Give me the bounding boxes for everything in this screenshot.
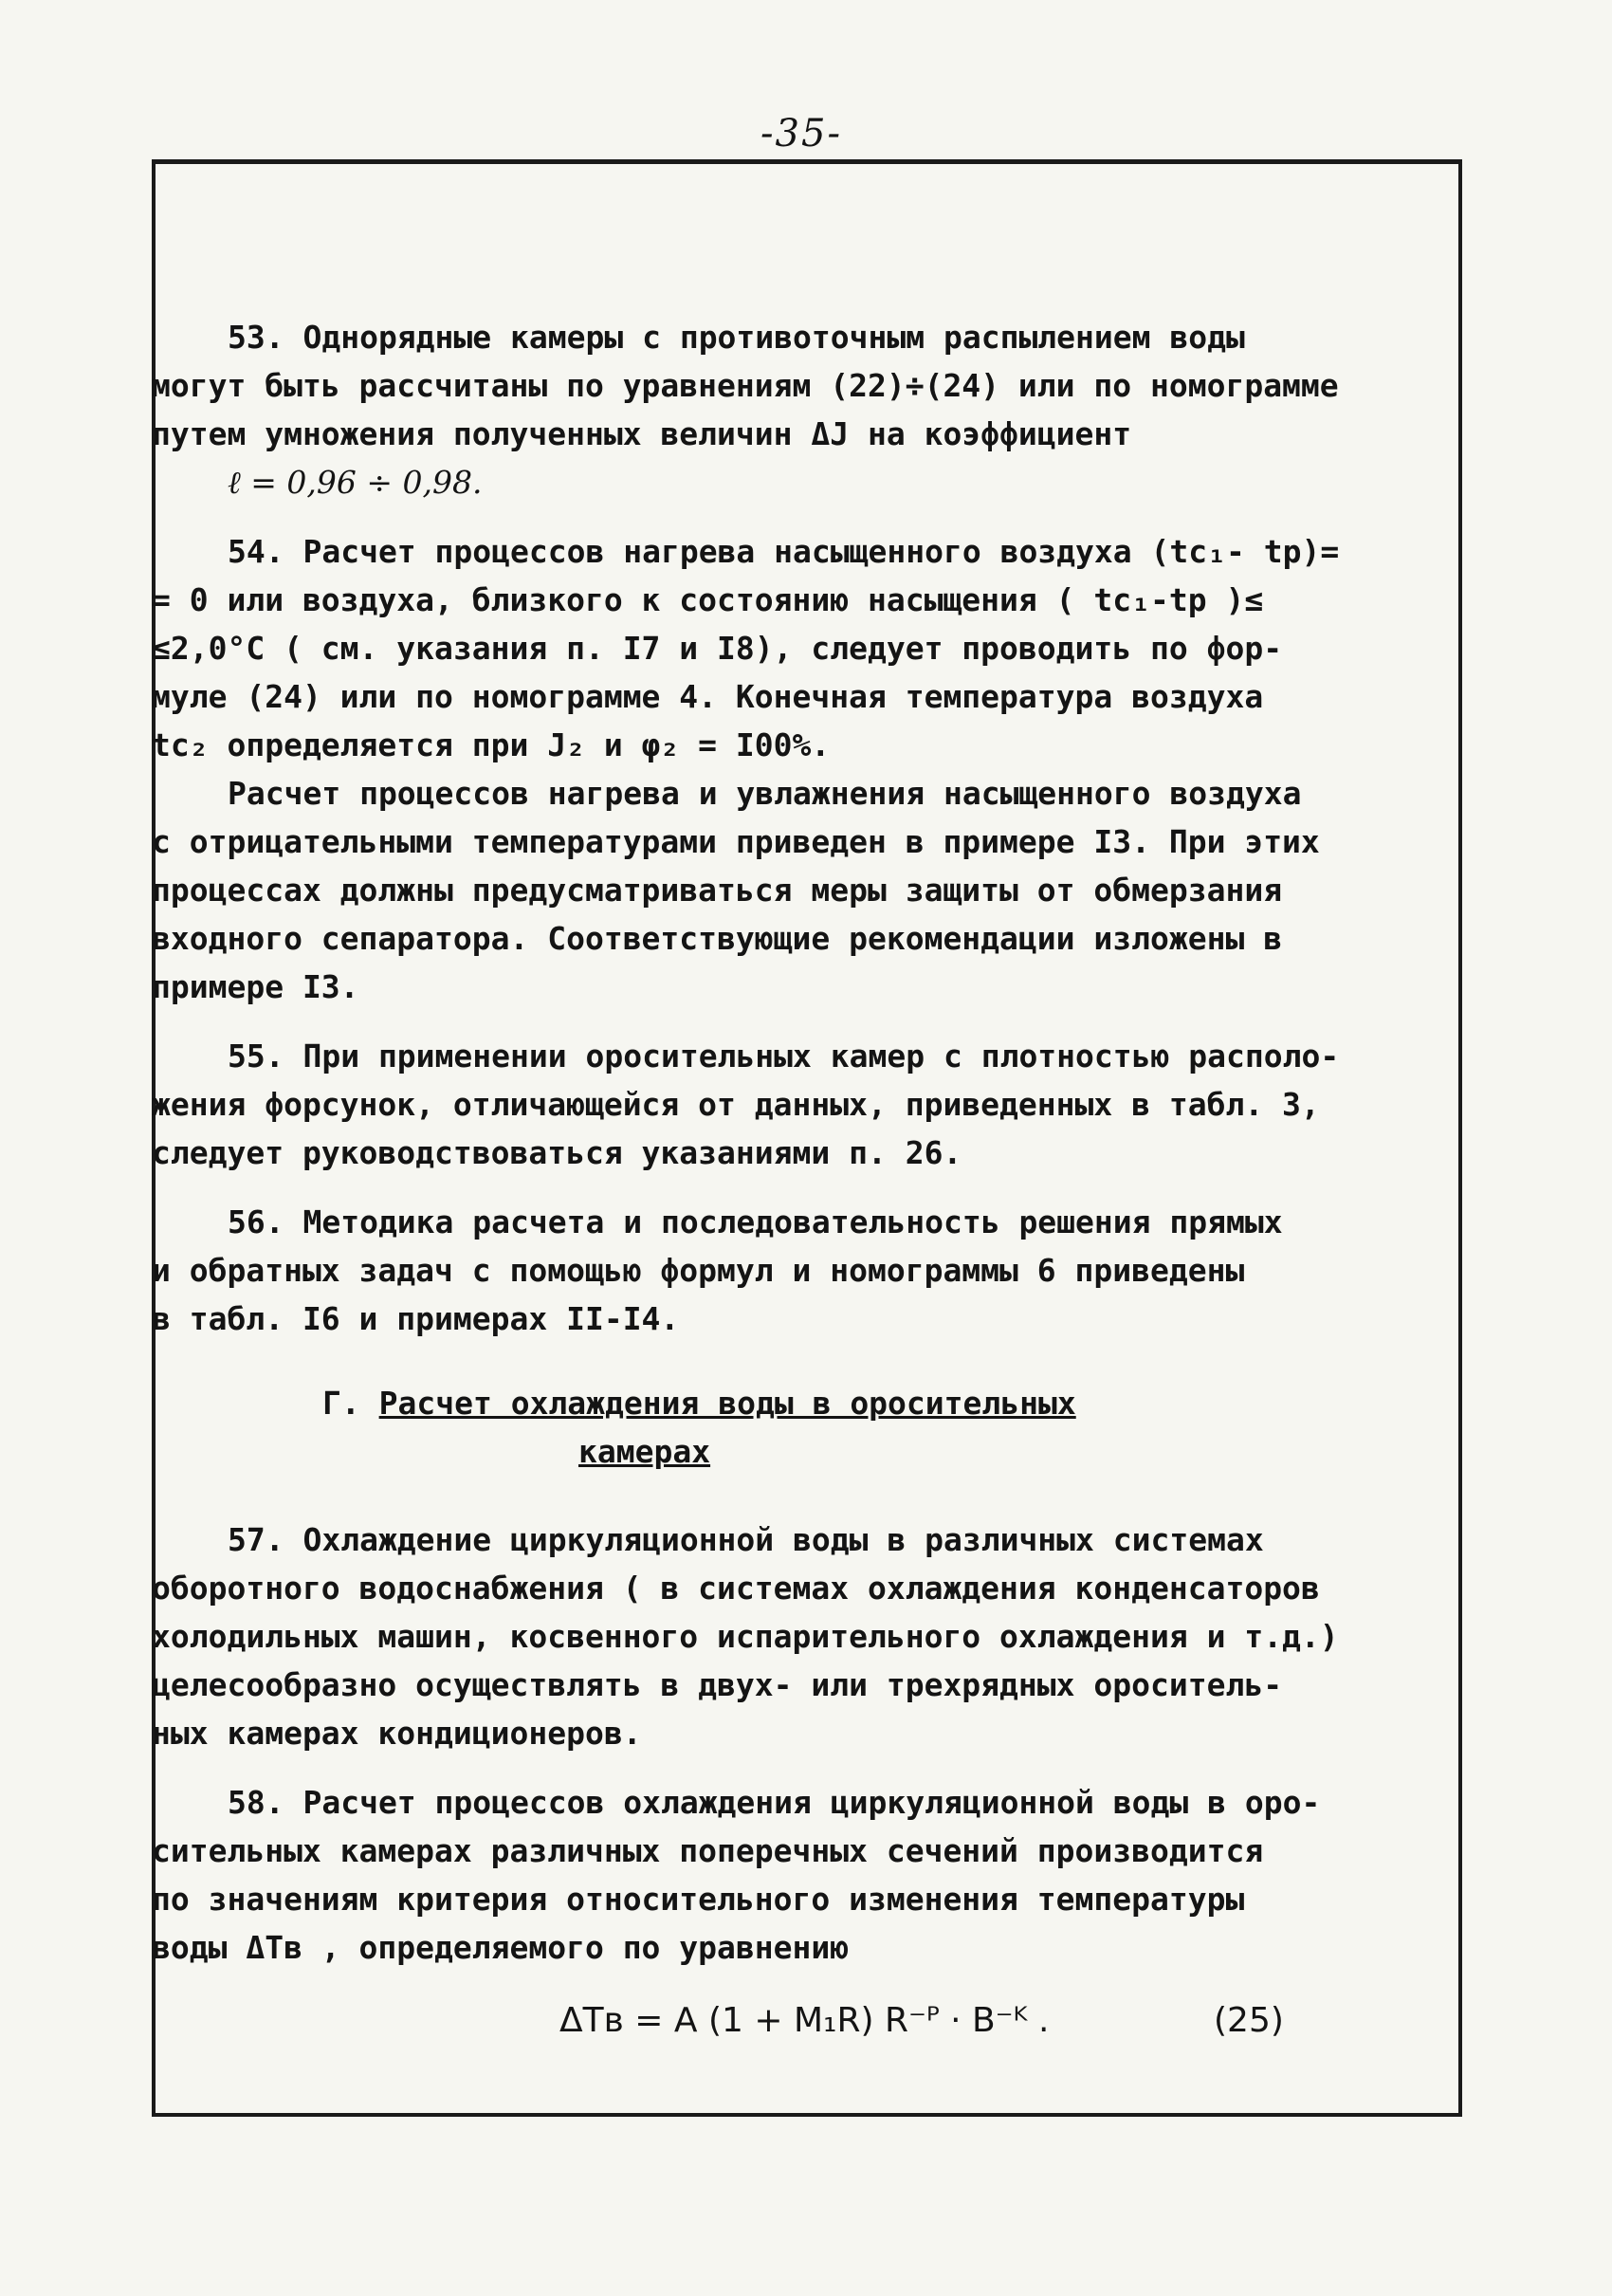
p54b-line-5: примере I3. xyxy=(152,968,359,1005)
paragraph-57 xyxy=(152,1515,1470,1757)
p54b-line-3: процессах должны предусматриваться меры защиты от обмерзания xyxy=(152,872,1283,909)
p58-line-3: по значениям критерия относительного изменения температуры xyxy=(152,1881,1245,1918)
heading-line-2: камерах xyxy=(578,1433,711,1470)
p54b-line-2: с отрицательными температурами приведен в примере I3. При этих xyxy=(152,823,1320,860)
paragraph-56 xyxy=(152,1198,1470,1343)
heading-letter: Г. xyxy=(322,1385,360,1422)
p53-line-4: ℓ = 0,96 ÷ 0,98. xyxy=(228,464,483,501)
p57-line-2: оборотного водоснабжения ( в системах охлаждения конденсаторов xyxy=(152,1570,1320,1607)
p54-line-2: = 0 или воздуха, близкого к состоянию насыщения ( tc₁-tр )≤ xyxy=(152,581,1264,618)
p56-line-3: в табл. I6 и примерах II-I4. xyxy=(152,1300,680,1337)
p53-line-1: 53. Однорядные камеры с противоточным распылением воды xyxy=(228,319,1245,356)
paragraph-55 xyxy=(152,1032,1470,1177)
p55-line-2: жения форсунок, отличающейся от данных, приведенных в табл. 3, xyxy=(152,1086,1320,1123)
formula-expression: ΔTв = A (1 + M₁R) R⁻ᴾ · B⁻ᴷ . xyxy=(559,2001,1050,2040)
p55-line-3: следует руководствоваться указаниями п. 26. xyxy=(152,1134,962,1171)
formula-number: (25) xyxy=(1214,2001,1284,2040)
heading-line-1: Расчет охлаждения воды в оросительных xyxy=(378,1385,1076,1422)
p57-line-1: 57. Охлаждение циркуляционной воды в различных системах xyxy=(228,1521,1264,1558)
paragraph-53 xyxy=(152,313,1470,506)
p56-line-2: и обратных задач с помощью формул и номограммы 6 приведены xyxy=(152,1252,1245,1289)
p57-line-5: ных камерах кондиционеров. xyxy=(152,1715,642,1752)
p54-line-3: ≤2,0°C ( см. указания п. I7 и I8), следует проводить по фор- xyxy=(152,630,1283,667)
paragraph-54 xyxy=(152,527,1470,1011)
p54-line-4: муле (24) или по номограмме 4. Конечная температура воздуха xyxy=(152,678,1264,715)
section-heading xyxy=(152,1379,1470,1476)
page-number: -35- xyxy=(760,112,842,156)
paragraph-58 xyxy=(152,1778,1470,1972)
p53-line-2: могут быть рассчитаны по уравнениям (22)÷(24) или по номограмме xyxy=(152,367,1339,404)
p54b-line-1: Расчет процессов нагрева и увлажнения насыщенного воздуха xyxy=(228,775,1302,812)
formula-25 xyxy=(152,1993,1470,2059)
p56-line-1: 56. Методика расчета и последовательность решения прямых xyxy=(228,1203,1283,1240)
p54b-line-4: входного сепаратора. Соответствующие рекомендации изложены в xyxy=(152,920,1283,957)
p58-line-2: сительных камерах различных поперечных сечений производится xyxy=(152,1832,1264,1869)
p54-line-1: 54. Расчет процессов нагрева насыщенного воздуха (tc₁- tр)= xyxy=(228,533,1340,570)
p53-line-3: путем умножения полученных величин ΔJ на коэффициент xyxy=(152,415,1132,452)
p55-line-1: 55. При применении оросительных камер с плотностью располо- xyxy=(228,1038,1340,1075)
p57-line-4: целесообразно осуществлять в двух- или трехрядных ороситель- xyxy=(152,1666,1283,1703)
p58-line-4: воды ΔTв , определяемого по уравнению xyxy=(152,1929,850,1966)
p58-line-1: 58. Расчет процессов охлаждения циркуляционной воды в оро- xyxy=(228,1784,1321,1821)
document-body xyxy=(152,313,1470,2059)
p54-line-5: tc₂ определяется при J₂ и φ₂ = I00%. xyxy=(152,726,831,763)
p57-line-3: холодильных машин, косвенного испарительного охлаждения и т.д.) xyxy=(152,1618,1339,1655)
